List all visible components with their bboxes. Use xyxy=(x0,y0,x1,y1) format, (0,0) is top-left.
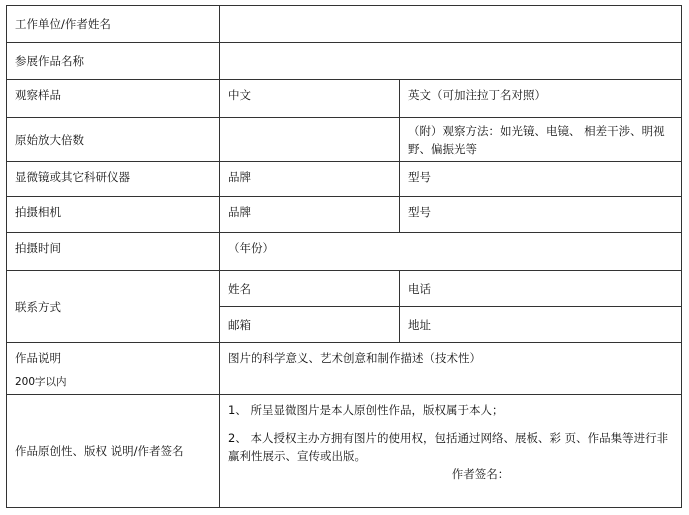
contact-name-field[interactable]: 姓名 xyxy=(220,271,400,307)
row-author xyxy=(7,6,682,43)
row-contact xyxy=(7,271,682,307)
author-signature-label[interactable]: 作者签名： xyxy=(451,467,510,481)
row-title xyxy=(7,43,682,80)
camera-brand-field[interactable]: 品牌 xyxy=(220,197,400,233)
magnification-label: 原始放大倍数 xyxy=(7,118,220,162)
camera-label: 拍摄相机 xyxy=(7,197,220,233)
row-camera xyxy=(7,197,682,233)
row-description xyxy=(7,343,682,395)
sample-label: 观察样品 xyxy=(7,80,220,118)
microscope-brand-field[interactable]: 品牌 xyxy=(220,162,400,197)
sample-english-field[interactable]: 英文（可加注拉丁名对照） xyxy=(400,80,682,118)
application-form xyxy=(6,5,682,505)
copyright-item-1: 1、 所呈显微图片是本人原创性作品，版权属于本人； xyxy=(228,403,504,417)
description-label-cell xyxy=(7,343,220,395)
time-label: 拍摄时间 xyxy=(7,233,220,271)
observation-method-field[interactable]: （附）观察方法：如光镜、电镜、 相差干涉、明视野、偏振光等 xyxy=(400,118,682,162)
sample-chinese-field[interactable]: 中文 xyxy=(220,80,400,118)
author-label: 工作单位/作者姓名 xyxy=(7,6,220,43)
row-microscope xyxy=(7,162,682,197)
contact-label: 联系方式 xyxy=(7,271,220,343)
copyright-item-2: 2、 本人授权主办方拥有图片的使用权，包括通过网络、展板、彩 页、作品集等进行非赢利性展示、宣传或出版。 xyxy=(228,431,669,463)
magnification-field[interactable] xyxy=(220,118,400,162)
copyright-statement xyxy=(220,395,682,508)
row-magnification xyxy=(7,118,682,162)
form-table xyxy=(6,5,682,508)
title-label: 参展作品名称 xyxy=(7,43,220,80)
camera-model-field[interactable]: 型号 xyxy=(400,197,682,233)
description-label: 作品说明 xyxy=(15,351,61,365)
description-limit: 200字以内 xyxy=(15,376,67,388)
row-time xyxy=(7,233,682,271)
contact-address-field[interactable]: 地址 xyxy=(400,307,682,343)
copyright-label: 作品原创性、版权 说明/作者签名 xyxy=(7,395,220,508)
row-copyright xyxy=(7,395,682,508)
title-field[interactable] xyxy=(220,43,682,80)
contact-email-field[interactable]: 邮箱 xyxy=(220,307,400,343)
description-field[interactable]: 图片的科学意义、艺术创意和制作描述（技术性） xyxy=(220,343,682,395)
author-field[interactable] xyxy=(220,6,682,43)
time-field[interactable]: （年份） xyxy=(220,233,682,271)
microscope-model-field[interactable]: 型号 xyxy=(400,162,682,197)
row-sample xyxy=(7,80,682,118)
microscope-label: 显微镜或其它科研仪器 xyxy=(7,162,220,197)
contact-phone-field[interactable]: 电话 xyxy=(400,271,682,307)
